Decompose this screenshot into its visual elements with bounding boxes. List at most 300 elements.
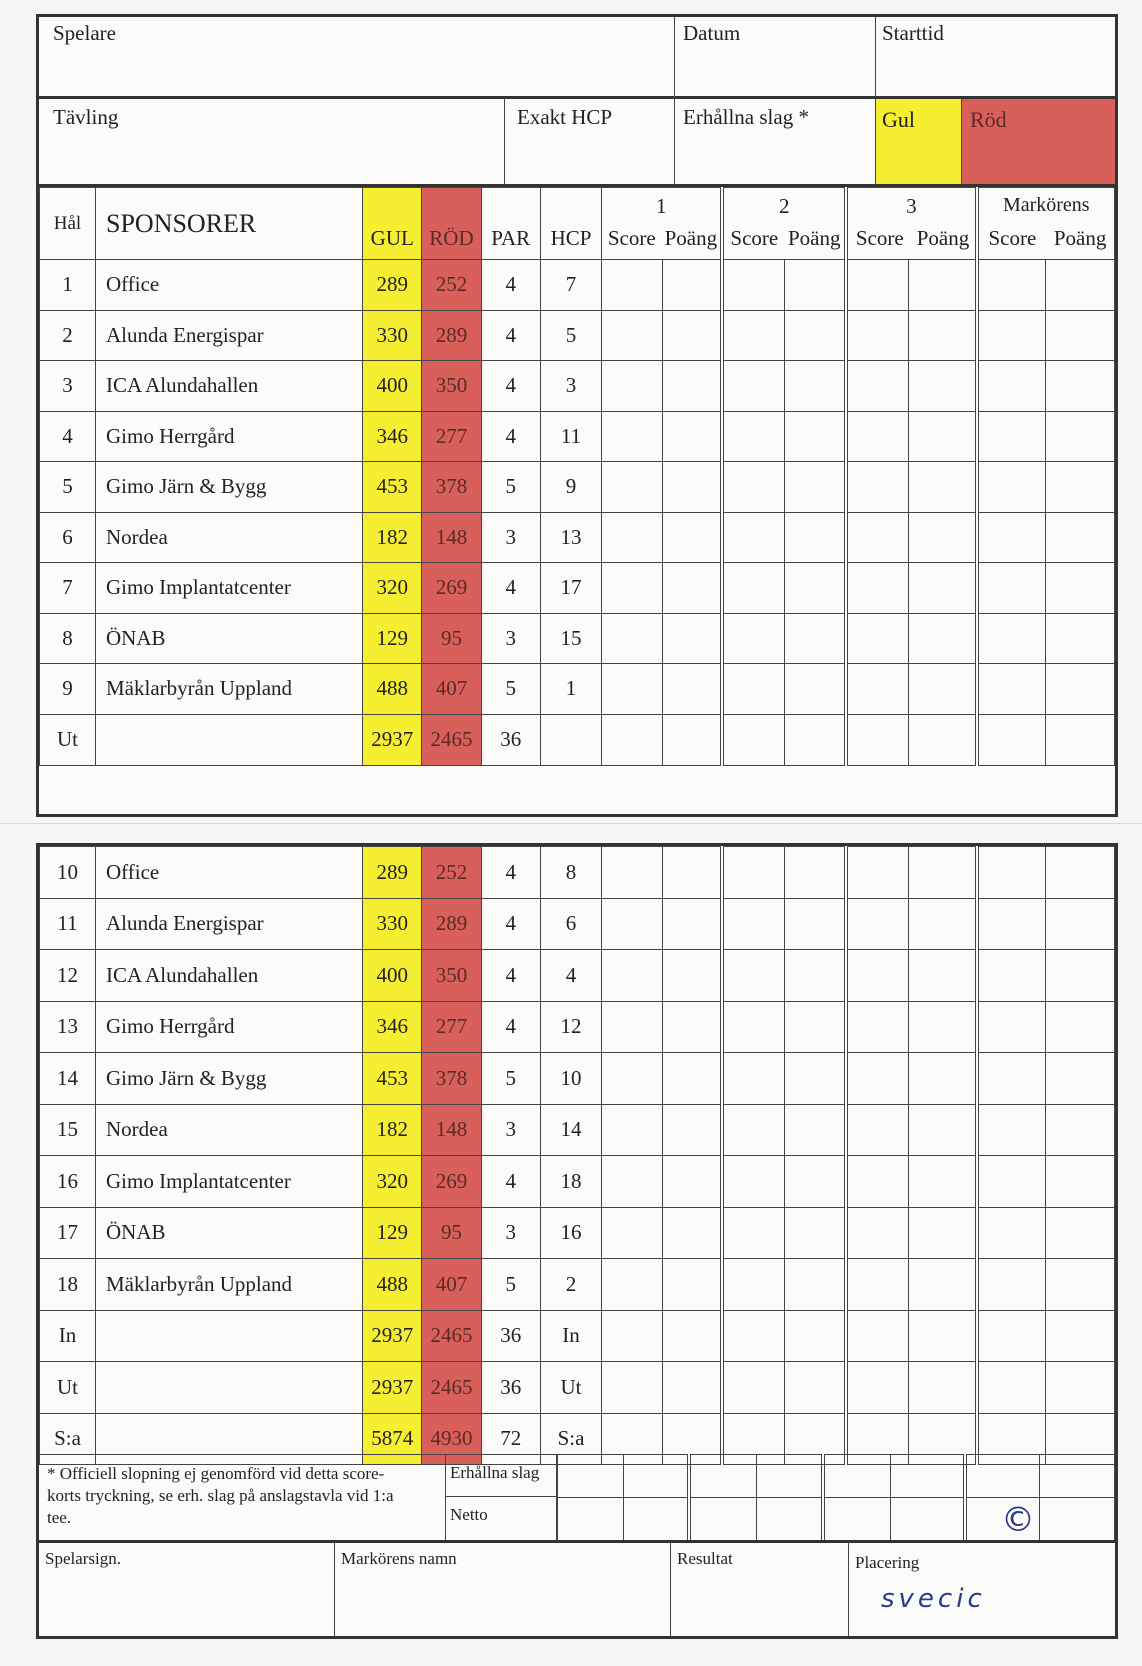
player2-poang-label: Poäng [787, 226, 841, 250]
score-entry-cell[interactable] [846, 613, 908, 664]
score-entry-cell[interactable] [977, 847, 1046, 899]
hole-number: 11 [40, 898, 96, 950]
footer-entry-cell[interactable] [756, 1455, 823, 1498]
score-entry-cell[interactable] [1045, 714, 1114, 765]
score-entry-cell[interactable] [977, 512, 1046, 563]
score-entry-cell[interactable] [722, 310, 784, 361]
score-entry-cell[interactable] [1045, 411, 1114, 462]
spelare-label: Spelare [53, 21, 116, 45]
exakt-hcp-label: Exakt HCP [517, 105, 613, 129]
sponsor-name: Gimo Järn & Bygg [96, 462, 363, 513]
score-entry-cell[interactable] [909, 563, 977, 614]
score-entry-cell[interactable] [602, 512, 662, 563]
rod-tee-box[interactable] [962, 99, 1115, 187]
gul-length: 488 [363, 664, 422, 715]
score-entry-cell[interactable] [602, 1310, 662, 1362]
hcp-header [540, 188, 601, 260]
score-entry-cell[interactable] [722, 411, 784, 462]
footer-note: * Officiell slopning ej genomförd vid detta score-korts tryckning, se erh. slag på anslagstavla vid 1:a tee. [47, 1464, 394, 1527]
score-entry-cell[interactable] [602, 1053, 662, 1105]
sponsor-name: Mäklarbyrån Uppland [96, 664, 363, 715]
score-entry-cell[interactable] [662, 1104, 722, 1156]
footer-netto-label: Netto [450, 1505, 488, 1524]
gul-length: 129 [363, 1207, 422, 1259]
score-entry-cell[interactable] [722, 898, 784, 950]
score-entry-cell[interactable] [662, 1310, 722, 1362]
player3-poang-label: Poäng [916, 226, 970, 250]
score-entry-cell[interactable] [662, 898, 722, 950]
player1-score-label: Score [607, 226, 656, 250]
sponsor-name: Nordea [96, 1104, 363, 1156]
score-entry-cell[interactable] [1045, 1207, 1114, 1259]
score-entry-cell[interactable] [722, 260, 784, 311]
score-entry-cell[interactable] [662, 664, 722, 715]
rod-header-text: RÖD [429, 226, 474, 250]
score-entry-cell[interactable] [662, 1207, 722, 1259]
score-entry-cell[interactable] [1045, 260, 1114, 311]
hcp-value: 11 [540, 411, 601, 462]
score-entry-cell[interactable] [909, 1104, 977, 1156]
rod-length: 2465 [422, 1310, 481, 1362]
score-entry-cell[interactable] [662, 361, 722, 412]
score-entry-cell[interactable] [846, 1207, 908, 1259]
score-entry-cell[interactable] [662, 1053, 722, 1105]
player3-number: 3 [906, 194, 917, 218]
footer-entry-cell[interactable] [689, 1455, 757, 1498]
score-entry-cell[interactable] [785, 1104, 846, 1156]
par-value: 3 [481, 613, 540, 664]
exakt-hcp-field[interactable] [505, 99, 675, 187]
score-entry-cell[interactable] [662, 714, 722, 765]
score-entry-cell[interactable] [846, 1053, 908, 1105]
score-entry-cell[interactable] [977, 462, 1046, 513]
score-entry-cell[interactable] [846, 1310, 908, 1362]
score-entry-cell[interactable] [846, 1362, 908, 1414]
score-entry-cell[interactable] [602, 462, 662, 513]
gul-length: 400 [363, 361, 422, 412]
score-entry-cell[interactable] [785, 563, 846, 614]
footer-entry-cell[interactable] [823, 1455, 891, 1498]
footer-entry-cell[interactable] [891, 1455, 965, 1498]
spelarsign-field[interactable] [39, 1540, 335, 1636]
score-entry-cell[interactable] [846, 664, 908, 715]
rod-length: 350 [422, 950, 481, 1002]
hcp-value: Ut [540, 1362, 601, 1414]
hole-row [40, 1259, 1115, 1311]
player3-score-label: Score [855, 226, 904, 250]
score-entry-cell[interactable] [602, 714, 662, 765]
score-entry-cell[interactable] [662, 462, 722, 513]
score-entry-cell[interactable] [785, 847, 846, 899]
score-entry-cell[interactable] [909, 1259, 977, 1311]
spelare-field[interactable] [39, 17, 675, 99]
gul-length: 129 [363, 613, 422, 664]
score-entry-cell[interactable] [662, 260, 722, 311]
score-entry-cell[interactable] [1045, 1156, 1114, 1208]
sponsorer-header: SPONSORER [96, 188, 363, 260]
score-entry-cell[interactable] [602, 847, 662, 899]
score-entry-cell[interactable] [785, 310, 846, 361]
score-entry-cell[interactable] [909, 664, 977, 715]
score-entry-cell[interactable] [785, 714, 846, 765]
score-entry-cell[interactable] [785, 950, 846, 1002]
footer-entry-cell[interactable] [1040, 1498, 1115, 1541]
score-entry-cell[interactable] [977, 1104, 1046, 1156]
score-entry-cell[interactable] [977, 260, 1046, 311]
score-entry-cell[interactable] [977, 898, 1046, 950]
score-entry-cell[interactable] [977, 1053, 1046, 1105]
hcp-value: 14 [540, 1104, 601, 1156]
starttid-field[interactable] [876, 17, 1115, 99]
hole-row [40, 898, 1115, 950]
score-entry-cell[interactable] [846, 462, 908, 513]
score-entry-cell[interactable] [785, 1053, 846, 1105]
score-entry-cell[interactable] [846, 847, 908, 899]
footer-entry-cell[interactable] [823, 1498, 891, 1541]
score-entry-cell[interactable] [1045, 310, 1114, 361]
score-entry-cell[interactable] [846, 1259, 908, 1311]
footer-entry-cell[interactable] [965, 1455, 1040, 1498]
score-entry-cell[interactable] [846, 563, 908, 614]
score-entry-cell[interactable] [909, 361, 977, 412]
gul-length: 330 [363, 898, 422, 950]
sponsor-name: Nordea [96, 512, 363, 563]
par-value: 4 [481, 260, 540, 311]
score-entry-cell[interactable] [909, 1001, 977, 1053]
score-entry-cell[interactable] [785, 1310, 846, 1362]
hole-row [40, 260, 1115, 311]
hcp-value: 8 [540, 847, 601, 899]
score-entry-cell[interactable] [1045, 1053, 1114, 1105]
par-value: 4 [481, 847, 540, 899]
score-entry-cell[interactable] [785, 1207, 846, 1259]
score-entry-cell[interactable] [662, 1156, 722, 1208]
score-entry-cell[interactable] [722, 714, 784, 765]
score-entry-cell[interactable] [1045, 664, 1114, 715]
score-entry-cell[interactable] [1045, 613, 1114, 664]
score-entry-cell[interactable] [846, 1001, 908, 1053]
score-entry-cell[interactable] [1045, 512, 1114, 563]
score-entry-cell[interactable] [662, 563, 722, 614]
sponsor-name: ÖNAB [96, 1207, 363, 1259]
score-entry-cell[interactable] [602, 411, 662, 462]
score-entry-cell[interactable] [722, 1207, 784, 1259]
score-entry-cell[interactable] [785, 260, 846, 311]
fold-line [0, 823, 1142, 824]
markorens-namn-field[interactable] [335, 1540, 671, 1636]
rod-length: 378 [422, 462, 481, 513]
score-entry-cell[interactable] [1045, 847, 1114, 899]
score-entry-cell[interactable] [602, 1156, 662, 1208]
score-entry-cell[interactable] [785, 1362, 846, 1414]
score-entry-cell[interactable] [662, 847, 722, 899]
score-entry-cell[interactable] [846, 361, 908, 412]
hole-row [40, 1156, 1115, 1208]
score-entry-cell[interactable] [1045, 1259, 1114, 1311]
score-entry-cell[interactable] [722, 1156, 784, 1208]
marker-poang-label: Poäng [1053, 226, 1107, 250]
score-entry-cell[interactable] [602, 1362, 662, 1414]
footer-entry-cell[interactable] [558, 1498, 624, 1541]
player2-number: 2 [779, 194, 790, 218]
score-entry-cell[interactable] [977, 1310, 1046, 1362]
gul-length: 2937 [363, 1310, 422, 1362]
score-entry-cell[interactable] [662, 310, 722, 361]
footer-entry-cell[interactable] [1040, 1455, 1115, 1498]
par-value: 36 [481, 1362, 540, 1414]
score-entry-cell[interactable] [909, 512, 977, 563]
score-entry-cell[interactable] [909, 462, 977, 513]
score-entry-cell[interactable] [977, 1259, 1046, 1311]
footer-entry-cell[interactable] [756, 1498, 823, 1541]
sponsor-name: Mäklarbyrån Uppland [96, 1259, 363, 1311]
player1-number: 1 [656, 194, 667, 218]
score-entry-cell[interactable] [662, 950, 722, 1002]
score-entry-cell[interactable] [1045, 898, 1114, 950]
footer-entry-cell[interactable] [558, 1455, 624, 1498]
score-entry-cell[interactable] [662, 1362, 722, 1414]
gul-length: 2937 [363, 1362, 422, 1414]
hcp-value: 4 [540, 950, 601, 1002]
hole-number: 9 [40, 664, 96, 715]
hcp-value: 7 [540, 260, 601, 311]
score-entry-cell[interactable] [662, 1001, 722, 1053]
score-entry-cell[interactable] [846, 1104, 908, 1156]
score-entry-cell[interactable] [662, 411, 722, 462]
player1-header [602, 188, 723, 260]
score-entry-cell[interactable] [977, 613, 1046, 664]
hcp-value: 13 [540, 512, 601, 563]
gul-length: 182 [363, 1104, 422, 1156]
score-entry-cell[interactable] [977, 310, 1046, 361]
score-entry-cell[interactable] [977, 950, 1046, 1002]
score-entry-cell[interactable] [722, 462, 784, 513]
score-entry-cell[interactable] [785, 1259, 846, 1311]
score-entry-cell[interactable] [722, 1310, 784, 1362]
score-entry-cell[interactable] [662, 512, 722, 563]
score-entry-cell[interactable] [785, 613, 846, 664]
score-entry-cell[interactable] [602, 664, 662, 715]
hole-number: 5 [40, 462, 96, 513]
score-entry-cell[interactable] [785, 664, 846, 715]
score-entry-cell[interactable] [909, 847, 977, 899]
score-entry-cell[interactable] [722, 847, 784, 899]
score-entry-cell[interactable] [722, 512, 784, 563]
score-entry-cell[interactable] [722, 361, 784, 412]
score-entry-cell[interactable] [846, 310, 908, 361]
rod-length: 148 [422, 1104, 481, 1156]
score-entry-cell[interactable] [1045, 361, 1114, 412]
score-entry-cell[interactable] [1045, 462, 1114, 513]
hole-number: 18 [40, 1259, 96, 1311]
score-entry-cell[interactable] [602, 1207, 662, 1259]
placering-label: Placering [855, 1553, 920, 1572]
footer-entry-cell[interactable] [689, 1498, 757, 1541]
hole-row [40, 1001, 1115, 1053]
score-entry-cell[interactable] [977, 714, 1046, 765]
score-entry-cell[interactable] [846, 260, 908, 311]
score-entry-cell[interactable] [909, 950, 977, 1002]
score-entry-cell[interactable] [1045, 1310, 1114, 1362]
hole-number: 2 [40, 310, 96, 361]
hole-row [40, 1104, 1115, 1156]
scorecard-back [36, 843, 1118, 1639]
score-entry-cell[interactable] [602, 260, 662, 311]
score-entry-cell[interactable] [602, 1001, 662, 1053]
score-entry-cell[interactable] [977, 1362, 1046, 1414]
gul-length: 453 [363, 1053, 422, 1105]
score-entry-cell[interactable] [602, 361, 662, 412]
score-entry-cell[interactable] [722, 1104, 784, 1156]
score-entry-cell[interactable] [1045, 950, 1114, 1002]
score-entry-cell[interactable] [909, 714, 977, 765]
erhallna-slag-row[interactable] [446, 1454, 557, 1497]
score-entry-cell[interactable] [785, 1156, 846, 1208]
erhallna-slag-field[interactable] [675, 99, 876, 187]
footer-entry-cell[interactable] [623, 1498, 689, 1541]
footer-note-box [39, 1454, 446, 1540]
score-entry-cell[interactable] [846, 1156, 908, 1208]
rod-length: 95 [422, 1207, 481, 1259]
score-entry-cell[interactable] [1045, 1104, 1114, 1156]
rod-length: 2465 [422, 1362, 481, 1414]
netto-row[interactable] [446, 1497, 557, 1540]
score-entry-cell[interactable] [1045, 1362, 1114, 1414]
markorens-label: Markörens [1002, 194, 1090, 216]
rod-length: 252 [422, 260, 481, 311]
front-nine-body [40, 260, 1115, 766]
score-entry-cell[interactable] [977, 563, 1046, 614]
tavling-field[interactable] [39, 99, 505, 187]
score-entry-cell[interactable] [785, 1001, 846, 1053]
gul-header-text: GUL [370, 226, 414, 250]
par-value: 4 [481, 1156, 540, 1208]
gul-length: 346 [363, 1001, 422, 1053]
hole-number: 8 [40, 613, 96, 664]
score-entry-cell[interactable] [846, 512, 908, 563]
score-entry-cell[interactable] [722, 950, 784, 1002]
score-entry-cell[interactable] [977, 1001, 1046, 1053]
score-entry-cell[interactable] [722, 1001, 784, 1053]
rod-length: 2465 [422, 714, 481, 765]
score-entry-cell[interactable] [846, 898, 908, 950]
score-entry-cell[interactable] [909, 1310, 977, 1362]
score-entry-cell[interactable] [846, 411, 908, 462]
gul-length: 289 [363, 260, 422, 311]
score-entry-cell[interactable] [909, 1207, 977, 1259]
hcp-value: 3 [540, 361, 601, 412]
gul-length: 182 [363, 512, 422, 563]
score-entry-cell[interactable] [785, 462, 846, 513]
rod-length: 350 [422, 361, 481, 412]
hcp-value [540, 714, 601, 765]
par-value: 3 [481, 1104, 540, 1156]
score-entry-cell[interactable] [909, 411, 977, 462]
score-entry-cell[interactable] [909, 1362, 977, 1414]
score-entry-cell[interactable] [722, 664, 784, 715]
datum-field[interactable] [675, 17, 876, 99]
sponsor-name: Gimo Herrgård [96, 1001, 363, 1053]
score-entry-cell[interactable] [722, 1362, 784, 1414]
score-entry-cell[interactable] [602, 898, 662, 950]
sponsor-name: Alunda Energispar [96, 898, 363, 950]
score-entry-cell[interactable] [909, 310, 977, 361]
par-value: 5 [481, 462, 540, 513]
hcp-header-text: HCP [550, 226, 592, 250]
score-entry-cell[interactable] [846, 714, 908, 765]
rod-length: 148 [422, 512, 481, 563]
footer-entry-cell[interactable] [623, 1455, 689, 1498]
score-entry-cell[interactable] [722, 1259, 784, 1311]
score-entry-cell[interactable] [909, 260, 977, 311]
spelarsign-label: Spelarsign. [45, 1549, 122, 1568]
hole-number: Ut [40, 1362, 96, 1414]
gul-tee-box[interactable] [876, 99, 962, 187]
score-entry-cell[interactable] [909, 1156, 977, 1208]
score-entry-cell[interactable] [977, 1156, 1046, 1208]
score-entry-cell[interactable] [722, 563, 784, 614]
score-entry-cell[interactable] [1045, 1001, 1114, 1053]
hcp-value: 2 [540, 1259, 601, 1311]
player2-header [722, 188, 846, 260]
par-header-text: PAR [491, 226, 531, 250]
total-sponsor-blank [96, 1362, 363, 1414]
par-value: 36 [481, 714, 540, 765]
gul-length: 320 [363, 1156, 422, 1208]
hole-row [40, 847, 1115, 899]
score-entry-cell[interactable] [602, 613, 662, 664]
score-entry-cell[interactable] [909, 1053, 977, 1105]
hole-row [40, 1053, 1115, 1105]
score-entry-cell[interactable] [977, 411, 1046, 462]
score-entry-cell[interactable] [977, 664, 1046, 715]
score-entry-cell[interactable] [977, 1207, 1046, 1259]
score-entry-cell[interactable] [602, 950, 662, 1002]
gul-label: Gul [882, 107, 915, 132]
score-entry-cell[interactable] [662, 1259, 722, 1311]
score-entry-cell[interactable] [602, 563, 662, 614]
par-value: 4 [481, 310, 540, 361]
gul-length: 330 [363, 310, 422, 361]
back-nine-table [39, 846, 1115, 1465]
gul-length: 346 [363, 411, 422, 462]
score-entry-cell[interactable] [602, 310, 662, 361]
score-entry-cell[interactable] [785, 411, 846, 462]
sponsor-name: ICA Alundahallen [96, 950, 363, 1002]
score-entry-cell[interactable] [722, 613, 784, 664]
score-entry-cell[interactable] [785, 361, 846, 412]
score-entry-cell[interactable] [722, 1053, 784, 1105]
score-entry-cell[interactable] [909, 898, 977, 950]
rod-length: 289 [422, 898, 481, 950]
score-entry-cell[interactable] [785, 898, 846, 950]
par-value: 3 [481, 1207, 540, 1259]
sponsor-name [96, 714, 363, 765]
hole-number: 17 [40, 1207, 96, 1259]
score-entry-cell[interactable] [846, 950, 908, 1002]
score-entry-cell[interactable] [602, 1259, 662, 1311]
score-entry-cell[interactable] [662, 613, 722, 664]
gul-length: 2937 [363, 714, 422, 765]
resultat-field[interactable] [671, 1540, 849, 1636]
hole-row [40, 462, 1115, 513]
footer-entry-cell[interactable] [891, 1498, 965, 1541]
score-entry-cell[interactable] [1045, 563, 1114, 614]
score-entry-cell[interactable] [785, 512, 846, 563]
score-entry-cell[interactable] [602, 1104, 662, 1156]
score-entry-cell[interactable] [909, 613, 977, 664]
score-entry-cell[interactable] [977, 361, 1046, 412]
